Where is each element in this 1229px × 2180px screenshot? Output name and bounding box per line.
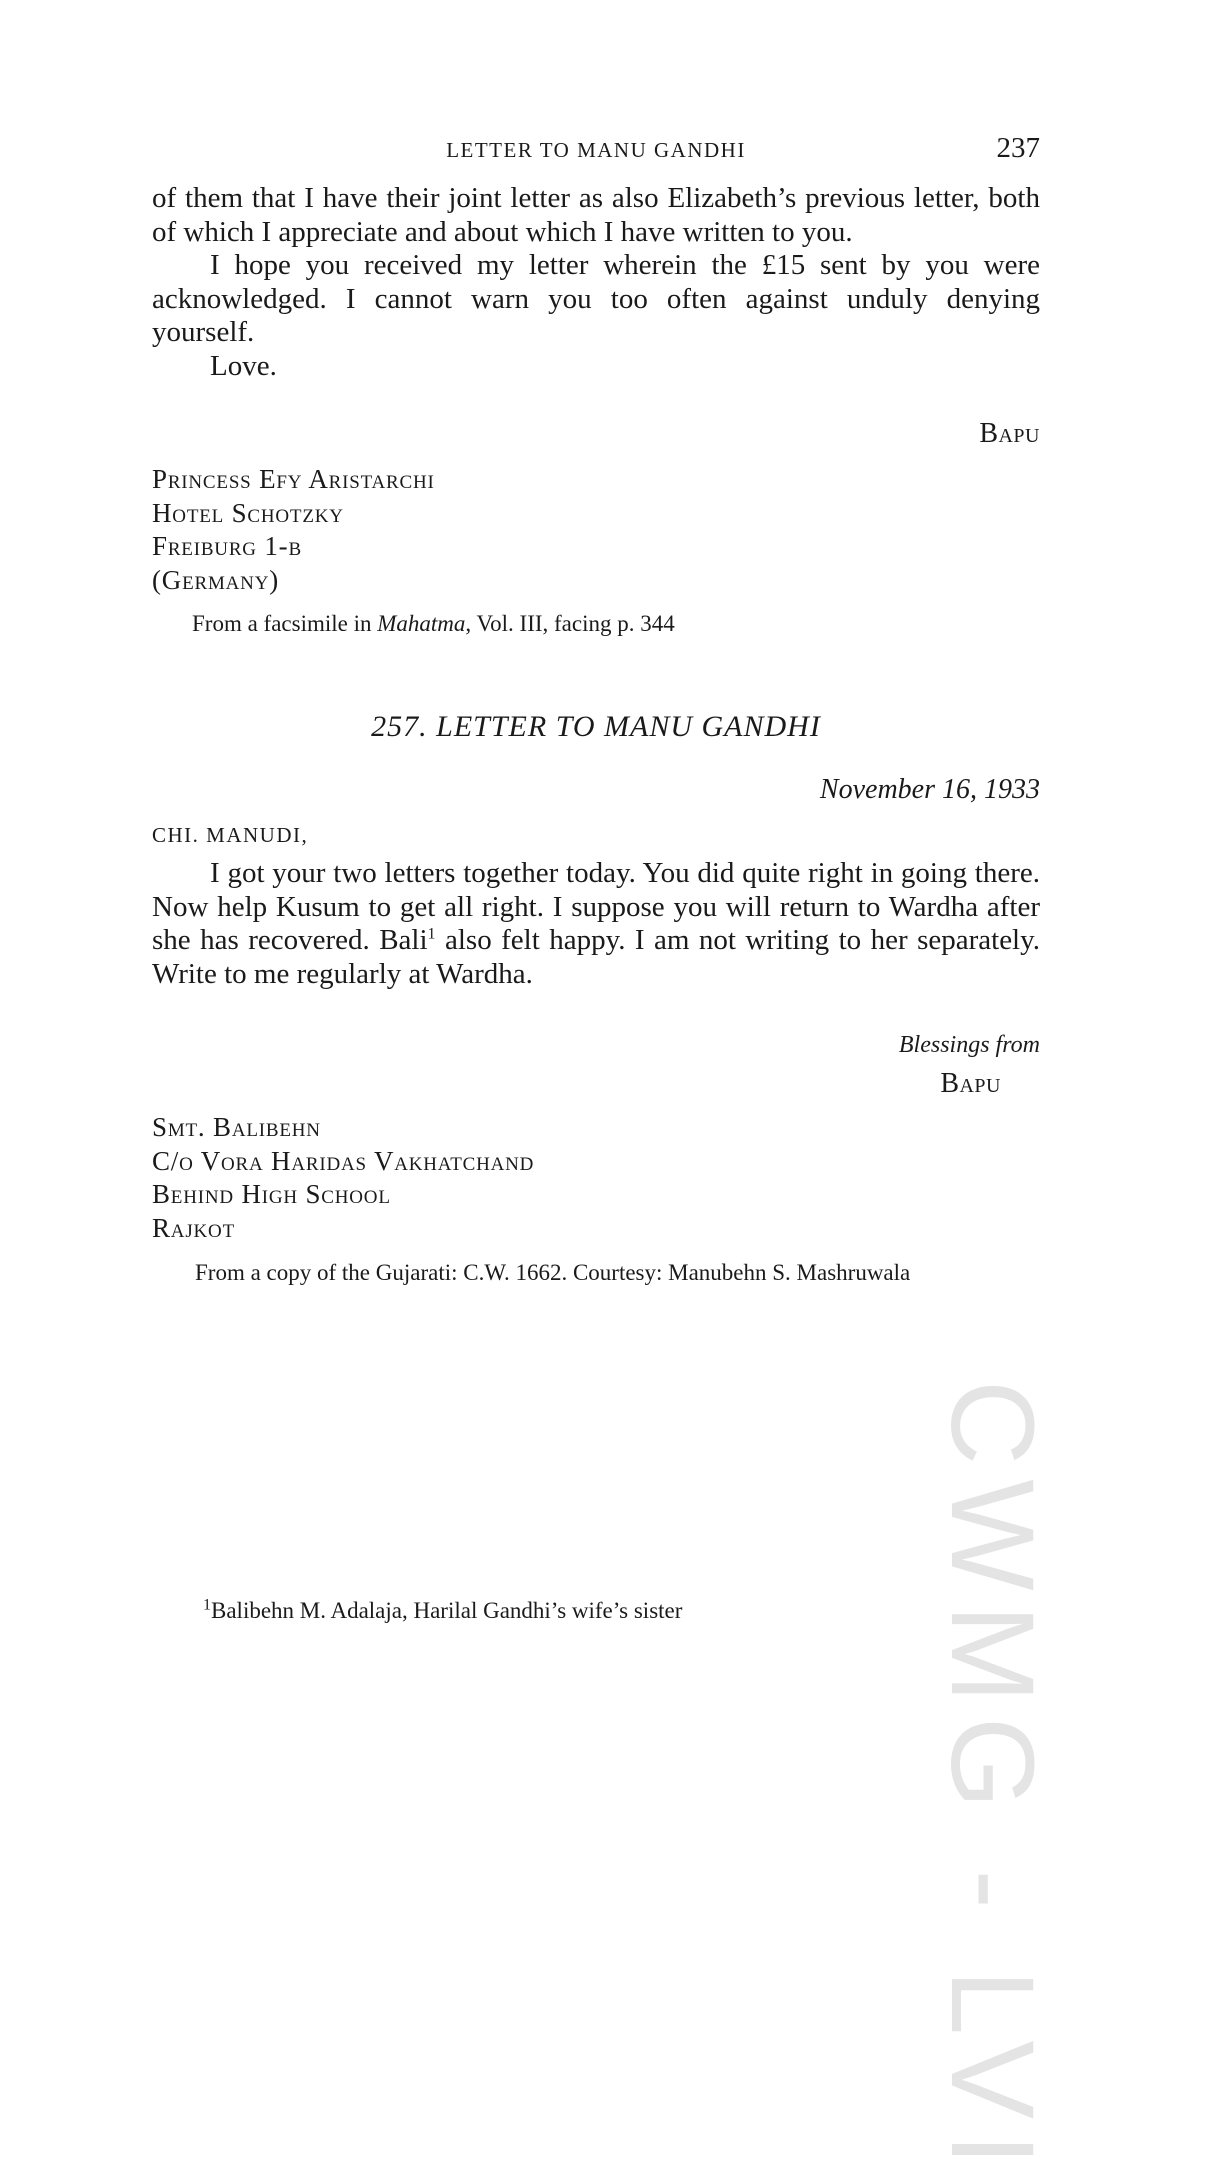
footnote-ref: 1 (427, 925, 436, 943)
source-text: From a copy of the Gujarati: C.W. 1662. Courtesy: Manubehn S. Mashruwala (195, 1260, 911, 1285)
footnote-text: Balibehn M. Adalaja, Harilal Gandhi’s wife’s sister (211, 1598, 683, 1623)
recipient-address (152, 463, 1040, 597)
running-head (152, 132, 1040, 172)
closing: Love. (210, 349, 277, 382)
letter-heading: 257. LETTER TO MANU GANDHI (371, 710, 821, 743)
paragraph: of them that I have their joint letter as also Elizabeth’s previous letter, both of which I appreciate and about which I have written to you. (152, 182, 1040, 248)
footnote (203, 1598, 682, 1624)
source-text: , Vol. III, facing p. 344 (465, 611, 675, 636)
address-line: Rajkot (152, 1212, 235, 1243)
address-line: (Germany) (152, 564, 280, 595)
letter-date: November 16, 1933 (819, 774, 1040, 805)
watermark: CWMG - LVI (926, 1380, 1058, 2180)
blessings: Blessings from (898, 1032, 1040, 1058)
source-note (152, 1256, 1040, 1290)
running-title: LETTER TO MANU GANDHI (446, 138, 746, 162)
letter-body (152, 857, 1040, 991)
recipient-address (152, 1111, 1040, 1245)
source-title: Mahatma (377, 611, 466, 636)
salutation: CHI. MANUDI, (152, 823, 309, 847)
address-line: Princess Efy Aristarchi (152, 464, 435, 494)
page-number: 237 (996, 132, 1040, 164)
source-note (192, 607, 1012, 641)
signature: Bapu (940, 1068, 1001, 1099)
address-line: Smt. Balibehn (152, 1112, 321, 1142)
address-line: Freiburg 1-b (152, 531, 302, 561)
paragraph: I hope you received my letter wherein the £15 sent by you were acknowledged. I cannot warn you too often against unduly denying yourself. (152, 249, 1040, 348)
address-line: Hotel Schotzky (152, 497, 344, 528)
footnote-marker: 1 (203, 1596, 211, 1614)
source-text: From a facsimile in (192, 611, 378, 636)
body-text: also felt happy. I am not writing to her separately. Write to me regularly at Wardha. (152, 924, 1040, 990)
signature: Bapu (979, 418, 1040, 449)
previous-letter-body (152, 182, 1040, 383)
address-line: Behind High School (152, 1179, 391, 1209)
address-line: C/o Vora Haridas Vakhatchand (152, 1145, 535, 1176)
paragraph (152, 857, 1040, 991)
body-text: I got your two letters together today. You did quite right in going there. Now help Kusum to get all right. I suppose you will return to Wardha after she has recovered. Bali (152, 857, 1040, 956)
